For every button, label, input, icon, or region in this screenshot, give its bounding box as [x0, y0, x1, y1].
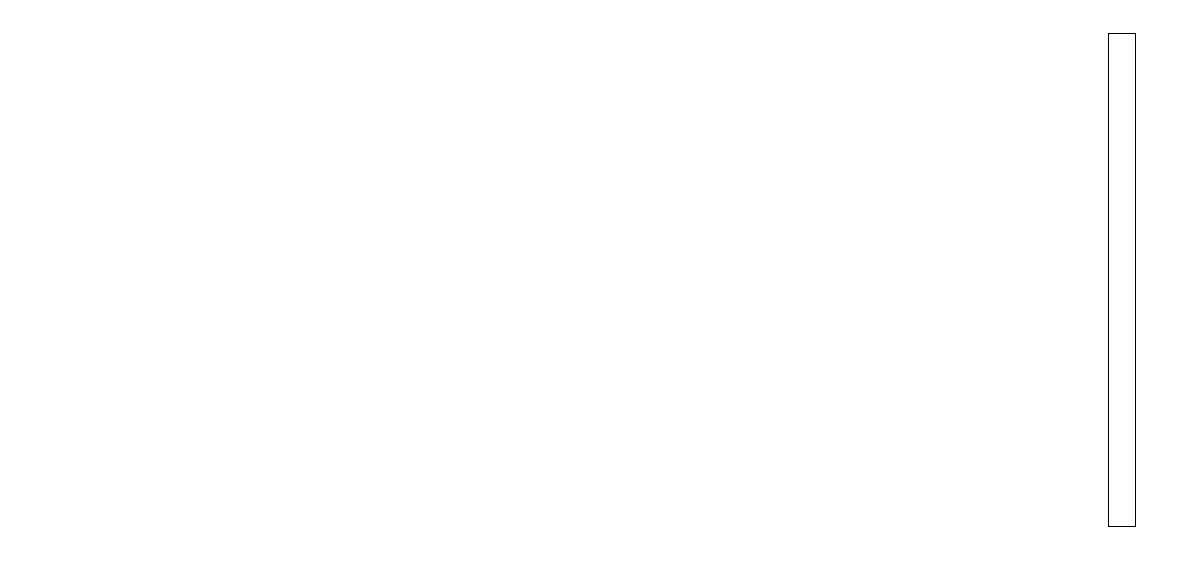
colorbar — [1108, 33, 1136, 527]
